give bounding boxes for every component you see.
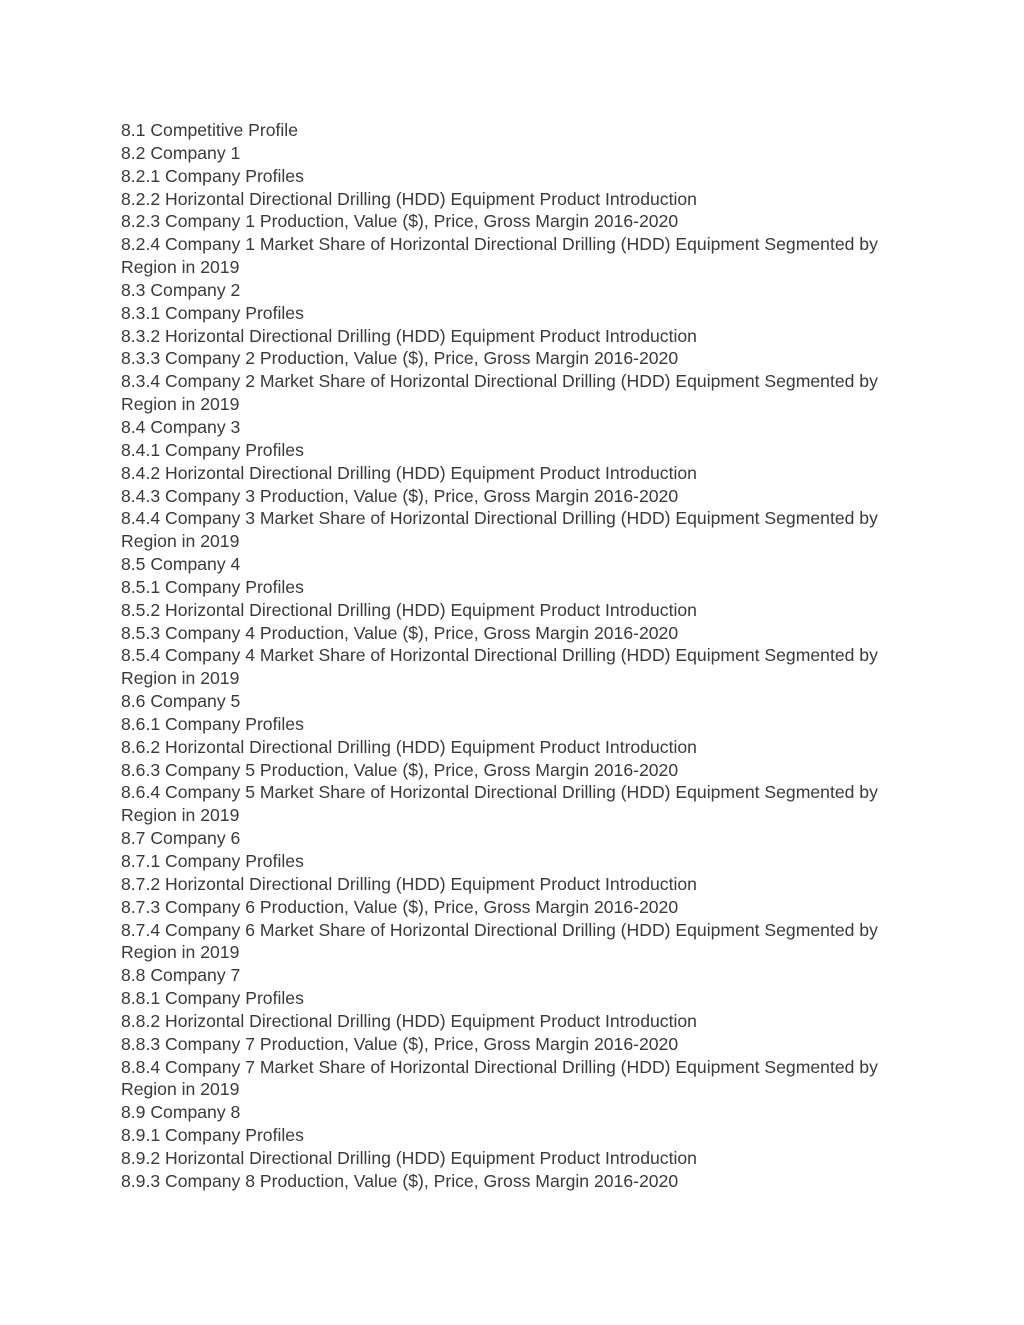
toc-entry: 8.4.3 Company 3 Production, Value ($), Price, Gross Margin 2016-2020 (121, 485, 679, 506)
toc-entry: 8.5.2 Horizontal Directional Drilling (HDD) Equipment Product Introduction (121, 599, 697, 620)
toc-entry: 8.9.3 Company 8 Production, Value ($), Price, Gross Margin 2016-2020 (121, 1170, 679, 1191)
toc-entry: 8.9.2 Horizontal Directional Drilling (HDD) Equipment Product Introduction (121, 1147, 697, 1168)
toc-entry: 8.4 Company 3 (121, 416, 241, 437)
toc-entry: 8.4.4 Company 3 Market Share of Horizontal Directional Drilling (HDD) Equipment Segmented by Region in 2019 (121, 508, 878, 552)
toc-entry: 8.7 Company 6 (121, 828, 241, 849)
toc-entry: 8.2.4 Company 1 Market Share of Horizontal Directional Drilling (HDD) Equipment Segmented by Region in 2019 (121, 234, 878, 278)
toc-entry: 8.9 Company 8 (121, 1102, 241, 1123)
toc-entry: 8.3.1 Company Profiles (121, 302, 304, 323)
toc-entry: 8.3.4 Company 2 Market Share of Horizontal Directional Drilling (HDD) Equipment Segmented by Region in 2019 (121, 371, 878, 415)
toc-entry: 8.5.1 Company Profiles (121, 576, 304, 597)
toc-entry: 8.7.2 Horizontal Directional Drilling (HDD) Equipment Product Introduction (121, 873, 697, 894)
toc-entry: 8.8.3 Company 7 Production, Value ($), Price, Gross Margin 2016-2020 (121, 1033, 679, 1054)
toc-entry: 8.7.1 Company Profiles (121, 851, 304, 871)
toc-entry: 8.8.2 Horizontal Directional Drilling (HDD) Equipment Product Introduction (121, 1010, 697, 1031)
toc-entry: 8.6 Company 5 (121, 691, 241, 712)
toc-entry: 8.4.1 Company Profiles (121, 439, 304, 460)
toc-entry: 8.2.2 Horizontal Directional Drilling (HDD) Equipment Product Introduction (121, 188, 697, 209)
toc-entry: 8.2.3 Company 1 Production, Value ($), Price, Gross Margin 2016-2020 (121, 211, 679, 232)
toc-entry: 8.5.3 Company 4 Production, Value ($), Price, Gross Margin 2016-2020 (121, 622, 679, 643)
toc-entry: 8.6.2 Horizontal Directional Drilling (HDD) Equipment Product Introduction (121, 736, 697, 757)
toc-entry: 8.7.3 Company 6 Production, Value ($), Price, Gross Margin 2016-2020 (121, 896, 679, 917)
toc-entry: 8.6.1 Company Profiles (121, 713, 304, 734)
toc-entry: 8.2.1 Company Profiles (121, 165, 304, 186)
toc-entry: 8.8.4 Company 7 Market Share of Horizontal Directional Drilling (HDD) Equipment Segmented by Region in 2019 (121, 1056, 878, 1100)
toc-entry: 8.7.4 Company 6 Market Share of Horizontal Directional Drilling (HDD) Equipment Segmented by Region in 2019 (121, 919, 878, 963)
toc-entry: 8.5 Company 4 (121, 554, 241, 575)
toc-entry: 8.8.1 Company Profiles (121, 988, 304, 1009)
table-of-contents (121, 119, 911, 1193)
toc-entry: 8.6.4 Company 5 Market Share of Horizontal Directional Drilling (HDD) Equipment Segmented by Region in 2019 (121, 782, 878, 826)
toc-entry: 8.4.2 Horizontal Directional Drilling (HDD) Equipment Product Introduction (121, 462, 697, 483)
toc-entry: 8.2 Company 1 (121, 142, 241, 163)
toc-entry: 8.1 Competitive Profile (121, 120, 298, 140)
toc-entry: 8.3 Company 2 (121, 279, 241, 300)
toc-entry: 8.5.4 Company 4 Market Share of Horizontal Directional Drilling (HDD) Equipment Segmented by Region in 2019 (121, 645, 878, 689)
toc-entry: 8.6.3 Company 5 Production, Value ($), Price, Gross Margin 2016-2020 (121, 759, 679, 780)
toc-entry: 8.9.1 Company Profiles (121, 1125, 304, 1146)
toc-entry: 8.8 Company 7 (121, 965, 241, 986)
toc-entry: 8.3.3 Company 2 Production, Value ($), Price, Gross Margin 2016-2020 (121, 348, 679, 369)
toc-entry: 8.3.2 Horizontal Directional Drilling (HDD) Equipment Product Introduction (121, 325, 697, 346)
